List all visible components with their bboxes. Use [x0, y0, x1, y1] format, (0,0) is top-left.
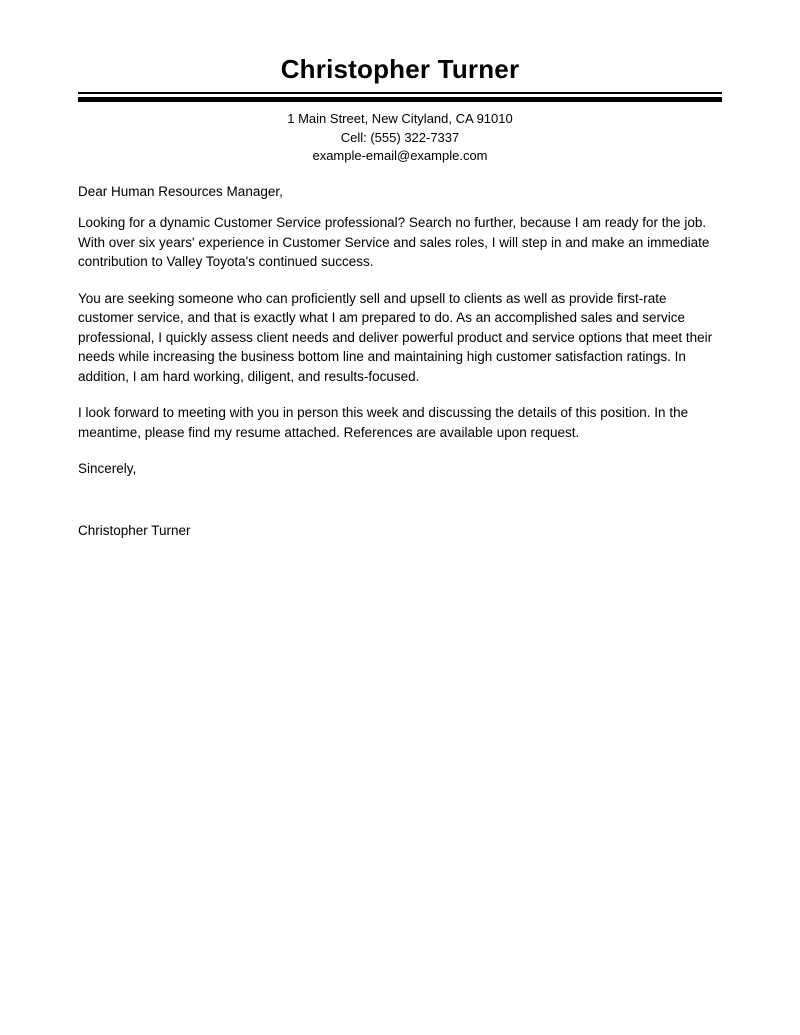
contact-address-line: 1 Main Street, New Cityland, CA 91010 — [287, 111, 513, 126]
closing: Sincerely, — [78, 461, 137, 476]
salutation: Dear Human Resources Manager, — [78, 183, 283, 199]
contact-block — [78, 110, 722, 166]
letter-body — [78, 182, 722, 541]
contact-phone-line: Cell: (555) 322-7337 — [340, 129, 460, 145]
body-paragraph: Looking for a dynamic Customer Service professional? Search no further, because I am ready for the job. With over six years' experience in Customer Service and sales roles, I will step in and make an immediate contribution to Valley Toyota's continued success. — [78, 215, 710, 269]
body-paragraph: You are seeking someone who can proficiently sell and upsell to clients as well as provide first-rate customer service, and that is exactly what I am prepared to do. As an accomplished sales and service professional, I quickly assess client needs and deliver powerful product and service options that meet their needs while increasing the business bottom line and maintaining high customer satisfaction ratings. In addition, I am hard working, diligent, and results-focused. — [78, 290, 713, 384]
letter-content — [0, 54, 800, 540]
signature-name: Christopher Turner — [78, 522, 191, 538]
body-paragraph: I look forward to meeting with you in person this week and discussing the details of this position. In the meantime, please find my resume attached. References are available upon request. — [78, 405, 689, 440]
contact-email-line: example-email@example.com — [312, 148, 488, 163]
letter-head-name: Christopher Turner — [280, 54, 520, 84]
header-divider — [78, 92, 722, 102]
